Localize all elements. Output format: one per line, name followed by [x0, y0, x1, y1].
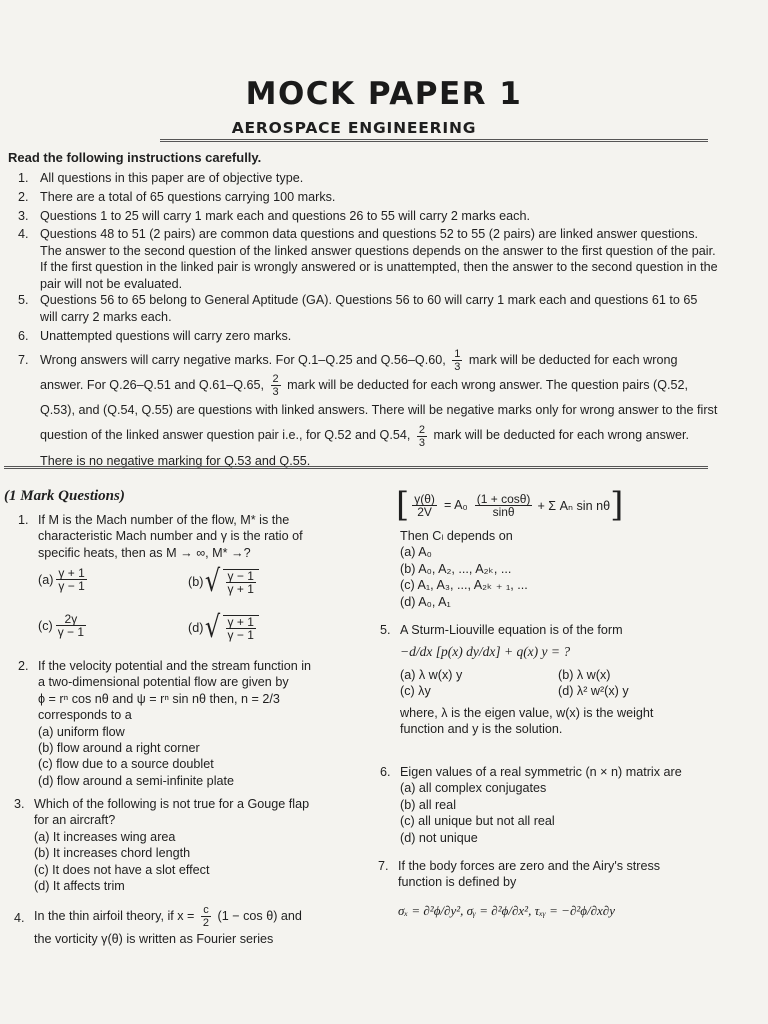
title-divider	[160, 139, 708, 142]
instruction-item-negative-marking: 7. Wrong answers will carry negative marks. For Q.1–Q.25 and Q.56–Q.60, $\frac{1}{3}$ mark will be deducted for each wrong answer. For Q.26–Q.51 and Q.61–Q.65, $\frac{2}{3}$ mark will be deducted for each wrong answer. The question pairs (Q.52, Q.53), and (Q.54, Q.55) are questions with linked answers. There will be negative marks only for wrong answer to the first question of the linked answer question pair i.e., for Q.52 and Q.54, $\frac{2}{3}$ mark will be deducted for each wrong answer. There is no negative marking for Q.53 and Q.55.	[18, 348, 718, 468]
instruction-item: 1. All questions in this paper are of objective type.	[18, 171, 304, 185]
question-7: 7. If the body forces are zero and the Airy's stress function is defined by σₓ = ∂²ϕ/∂y², σᵧ = ∂²ϕ/∂x², τₓᵧ = −∂²ϕ/∂x∂y	[378, 858, 723, 919]
instruction-item: 2. There are a total of 65 questions carrying 100 marks.	[18, 190, 336, 204]
airy-stress-equation: σₓ = ∂²ϕ/∂y², σᵧ = ∂²ϕ/∂x², τₓᵧ = −∂²ϕ/∂x∂y	[398, 902, 616, 918]
question-4: 4. In the thin airfoil theory, if x = $\frac{c}{2}$ (1 − cos θ) and the vorticity γ(θ) is written as Fourier series	[14, 904, 302, 946]
question-6: 6. Eigen values of a real symmetric (n × n) matrix are (a) all complex conjugates (b) all real (c) all unique but not all real (d) not unique	[380, 765, 682, 845]
instruction-item: 5. Questions 56 to 65 belong to General Aptitude (GA). Questions 56 to 60 will carry 1 mark each and questions 61 to 65 will carry 2 marks each.	[18, 293, 698, 324]
instructions-heading: Read the following instructions carefully.	[8, 150, 262, 165]
sturm-liouville-equation: −d/dx [p(x) dy/dx] + q(x) y = ?	[400, 644, 571, 660]
question-3: 3. Which of the following is not true for a Gouge flap for an aircraft? (a) It increases wing area (b) It increases chord length (c) It does not have a slot effect (d) It affects trim	[14, 797, 310, 894]
section-heading: (1 Mark Questions)	[4, 488, 125, 504]
question-2: 2. If the velocity potential and the stream function in a two-dimensional potential flow are given by ϕ = rⁿ cos nθ and ψ = rⁿ sin nθ then, n = 2/3 corresponds to a (a) uniform flow (b) flow around a right corner (c) flow due to a source doublet (d) flow around a semi-infinite plate	[18, 659, 312, 788]
paper-title: MOCK PAPER 1	[245, 76, 523, 112]
question-5: 5. A Sturm-Liouville equation is of the form −d/dx [p(x) dy/dx] + q(x) y = ? (a) λ w(x) y (b) λ w(x) (c) λy (d) λ² w²(x) y where, λ is the eigen value, w(x) is the weight function and y is the solution.	[380, 622, 720, 738]
instruction-item: 6. Unattempted questions will carry zero marks.	[18, 329, 292, 343]
instruction-item: 3. Questions 1 to 25 will carry 1 mark each and questions 26 to 55 will carry 2 marks each.	[18, 209, 530, 223]
instruction-item: 4. Questions 48 to 51 (2 pairs) are common data questions and questions 52 to 55 (2 pairs) are linked answer questions. The answer to the second question of the linked answer questions depends on the answer to the first question of the pair. If the first question in the linked pair is wrongly answered or is unattempted, then the answer to the second question in the pair will not be evaluated.	[18, 227, 718, 291]
question-4-options: Then Cₗ depends on (a) A₀ (b) A₀, A₂, ..., A₂ₖ, ... (c) A₁, A₃, ..., A₂ₖ ₊ ₁, ... (d) A₀, A₁	[400, 529, 528, 609]
vorticity-fourier-equation: [ $\frac{\gamma(\theta)}{2V}$ = A₀ $\frac{(1 + \cos\theta)}{\sin\theta}$ + Σ Aₙ sin nθ ]	[396, 485, 624, 525]
paper-subtitle: AEROSPACE ENGINEERING	[231, 119, 477, 137]
fraction-two-thirds: $\frac{2}{3}$	[418, 423, 425, 449]
question-1: 1. If M is the Mach number of the flow, M* is the characteristic Mach number and γ is the ratio of specific heats, then as M → ∞, M* →? (a) $\frac{\gamma + 1}{\gamma - 1}$ (b) √ $\frac{\gamma - 1}{\gamma + 1}$ (c) $\frac{2\gamma}{\gamma - 1}$ (d) √ $\frac{\gamma + 1}{\gamma - 1}$	[18, 513, 303, 646]
section-divider	[4, 466, 708, 469]
fraction-two-thirds: $\frac{2}{3}$	[272, 373, 279, 399]
fraction-one-third: $\frac{1}{3}$	[454, 348, 461, 374]
